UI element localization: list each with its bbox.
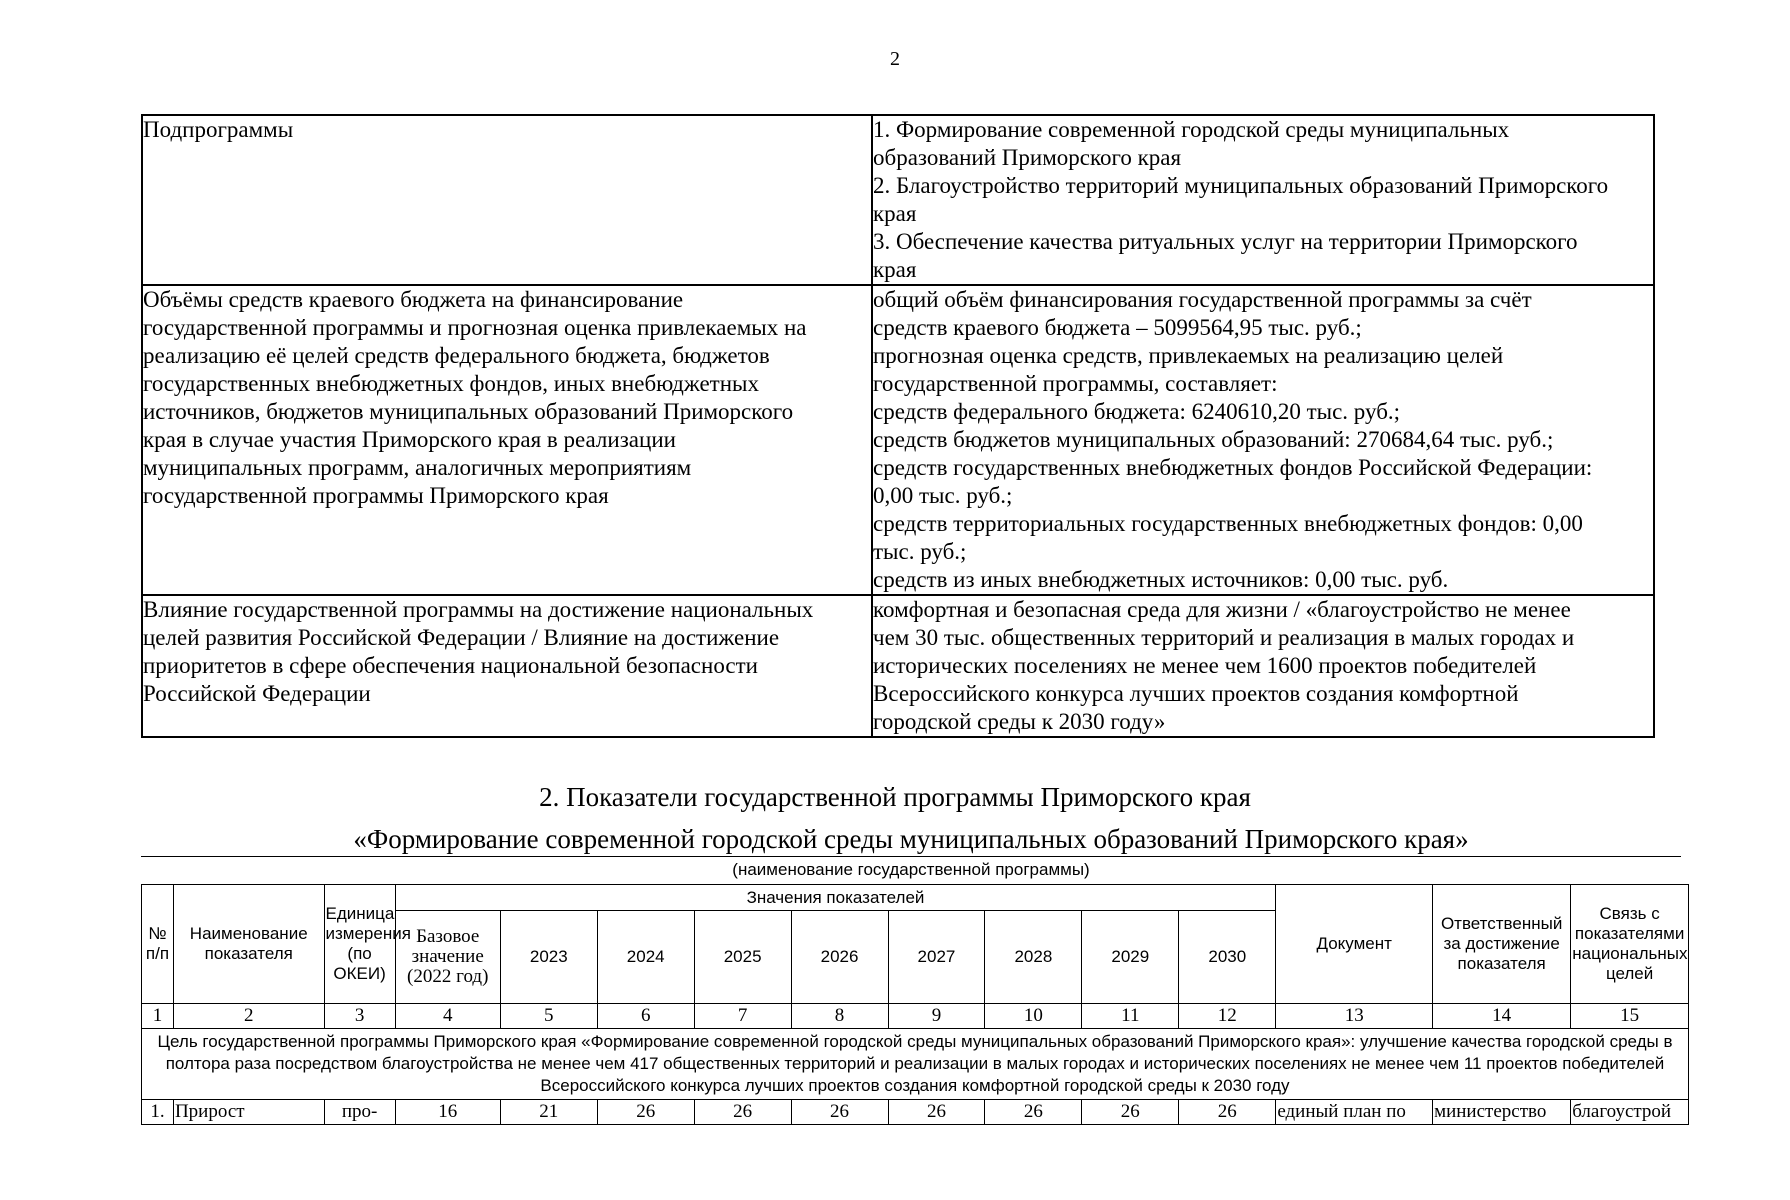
indicators-table bbox=[141, 884, 1689, 1125]
header-document: Документ bbox=[1276, 885, 1433, 1004]
column-numbers-row bbox=[142, 1004, 1689, 1029]
column-number: 10 bbox=[985, 1004, 1082, 1029]
passport-row-subprograms bbox=[142, 115, 1654, 285]
passport-value-line: средств территориальных государственных внебюджетных фондов: 0,00 bbox=[873, 511, 1583, 536]
column-number: 7 bbox=[694, 1004, 791, 1029]
column-number: 8 bbox=[791, 1004, 888, 1029]
column-number: 2 bbox=[173, 1004, 324, 1029]
header-base: Базовое значение (2022 год) bbox=[395, 911, 500, 1004]
column-number: 12 bbox=[1179, 1004, 1276, 1029]
passport-label-line: государственных внебюджетных фондов, иных внебюджетных bbox=[143, 371, 759, 396]
header-year: 2029 bbox=[1082, 911, 1179, 1004]
passport-value-line: края bbox=[873, 201, 917, 226]
row-unit: про- bbox=[324, 1100, 395, 1125]
passport-label-line: государственной программы Приморского края bbox=[143, 483, 609, 508]
row-responsible: министерство bbox=[1433, 1100, 1571, 1125]
header-responsible: Ответственный за достижение показателя bbox=[1433, 885, 1571, 1004]
passport-value-cell bbox=[872, 595, 1654, 737]
row-year-value: 26 bbox=[888, 1100, 985, 1125]
row-year-value: 26 bbox=[694, 1100, 791, 1125]
row-year-value: 26 bbox=[1179, 1100, 1276, 1125]
passport-label-line: Подпрограммы bbox=[143, 117, 294, 142]
passport-label-cell bbox=[142, 285, 872, 595]
program-name-caption: (наименование государственной программы) bbox=[732, 860, 1090, 879]
column-number: 1 bbox=[142, 1004, 174, 1029]
passport-value-line: средств из иных внебюджетных источников: 0,00 тыс. руб. bbox=[873, 567, 1449, 592]
header-year: 2025 bbox=[694, 911, 791, 1004]
header-unit: Единица измерения (по ОКЕИ) bbox=[324, 885, 395, 1004]
header-num: № п/п bbox=[142, 885, 174, 1004]
passport-label-line: Российской Федерации bbox=[143, 681, 371, 706]
row-year-value: 26 bbox=[791, 1100, 888, 1125]
column-number: 4 bbox=[395, 1004, 500, 1029]
passport-value-line: 2. Благоустройство территорий муниципальных образований Приморского bbox=[873, 173, 1609, 198]
passport-value-line: 3. Обеспечение качества ритуальных услуг на территории Приморского bbox=[873, 229, 1578, 254]
row-year-value: 26 bbox=[1082, 1100, 1179, 1125]
passport-value-line: края bbox=[873, 257, 917, 282]
table-row bbox=[142, 1100, 1689, 1125]
passport-row-funding bbox=[142, 285, 1654, 595]
passport-value-line: образований Приморского края bbox=[873, 145, 1182, 170]
passport-row-national-goals bbox=[142, 595, 1654, 737]
passport-label-cell bbox=[142, 595, 872, 737]
passport-label-line: государственной программы и прогнозная оценка привлекаемых на bbox=[143, 315, 807, 340]
passport-value-line: Всероссийского конкурса лучших проектов создания комфортной bbox=[873, 681, 1519, 706]
passport-value-line: средств краевого бюджета – 5099564,95 тыс. руб.; bbox=[873, 315, 1362, 340]
passport-value-cell bbox=[872, 285, 1654, 595]
row-year-value: 21 bbox=[500, 1100, 597, 1125]
row-num: 1. bbox=[142, 1100, 174, 1125]
header-year: 2023 bbox=[500, 911, 597, 1004]
program-goal-text: Цель государственной программы Приморского края «Формирование современной городской среды муниципальных образований Приморского края»: улучшение качества городской среды в полтора раза посредством благоустройства не менее чем 417 общественных территорий и реализации в малых городах и исторических поселениях не менее чем 11 проектов победителей Всероссийского конкурса лучших проектов создания комфортной городской среды к 2030 году bbox=[142, 1029, 1689, 1100]
row-indicator-name: Прирост bbox=[173, 1100, 324, 1125]
passport-value-line: чем 30 тыс. общественных территорий и реализация в малых городах и bbox=[873, 625, 1575, 650]
passport-label-line: муниципальных программ, аналогичных мероприятиям bbox=[143, 455, 692, 480]
section-title: 2. Показатели государственной программы Приморского края bbox=[539, 782, 1251, 812]
passport-value-line: общий объём финансирования государственной программы за счёт bbox=[873, 287, 1532, 312]
goal-row bbox=[142, 1029, 1689, 1100]
header-link: Связь с показателями национальных целей bbox=[1571, 885, 1689, 1004]
passport-value-line: городской среды к 2030 году» bbox=[873, 709, 1166, 734]
row-year-value: 26 bbox=[985, 1100, 1082, 1125]
passport-value-line: тыс. руб.; bbox=[873, 539, 967, 564]
header-year: 2030 bbox=[1179, 911, 1276, 1004]
passport-value-line: средств государственных внебюджетных фондов Российской Федерации: bbox=[873, 455, 1593, 480]
header-values-group: Значения показателей bbox=[395, 885, 1276, 911]
column-number: 3 bbox=[324, 1004, 395, 1029]
row-year-value: 26 bbox=[597, 1100, 694, 1125]
passport-value-line: комфортная и безопасная среда для жизни / «благоустройство не менее bbox=[873, 597, 1571, 622]
passport-label-line: края в случае участия Приморского края в реализации bbox=[143, 427, 676, 452]
column-number: 11 bbox=[1082, 1004, 1179, 1029]
passport-value-line: средств бюджетов муниципальных образований: 270684,64 тыс. руб.; bbox=[873, 427, 1554, 452]
header-year: 2026 bbox=[791, 911, 888, 1004]
passport-label-line: Влияние государственной программы на достижение национальных bbox=[143, 597, 814, 622]
row-base-value: 16 bbox=[395, 1100, 500, 1125]
passport-label-line: Объёмы средств краевого бюджета на финансирование bbox=[143, 287, 684, 312]
program-passport-table bbox=[141, 114, 1655, 738]
passport-value-line: прогнозная оценка средств, привлекаемых на реализацию целей bbox=[873, 343, 1504, 368]
column-number: 15 bbox=[1571, 1004, 1689, 1029]
passport-value-line: средств федерального бюджета: 6240610,20 тыс. руб.; bbox=[873, 399, 1401, 424]
column-number: 13 bbox=[1276, 1004, 1433, 1029]
passport-label-cell bbox=[142, 115, 872, 285]
header-year: 2027 bbox=[888, 911, 985, 1004]
passport-value-line: 1. Формирование современной городской среды муниципальных bbox=[873, 117, 1510, 142]
column-number: 14 bbox=[1433, 1004, 1571, 1029]
column-number: 9 bbox=[888, 1004, 985, 1029]
header-year: 2024 bbox=[597, 911, 694, 1004]
passport-label-line: целей развития Российской Федерации / Влияние на достижение bbox=[143, 625, 780, 650]
program-name: «Формирование современной городской среды муниципальных образований Приморского края» bbox=[141, 822, 1681, 857]
header-name: Наименование показателя bbox=[173, 885, 324, 1004]
indicators-header-row bbox=[142, 885, 1689, 911]
passport-value-line: государственной программы, составляет: bbox=[873, 371, 1278, 396]
passport-label-line: реализацию её целей средств федерального бюджета, бюджетов bbox=[143, 343, 770, 368]
column-number: 5 bbox=[500, 1004, 597, 1029]
passport-value-line: исторических поселениях не менее чем 1600 проектов победителей bbox=[873, 653, 1537, 678]
passport-label-line: источников, бюджетов муниципальных образований Приморского bbox=[143, 399, 794, 424]
row-document: единый план по bbox=[1276, 1100, 1433, 1125]
column-number: 6 bbox=[597, 1004, 694, 1029]
page-number: 2 bbox=[890, 48, 900, 70]
passport-value-cell bbox=[872, 115, 1654, 285]
passport-value-line: 0,00 тыс. руб.; bbox=[873, 483, 1013, 508]
header-year: 2028 bbox=[985, 911, 1082, 1004]
passport-label-line: приоритетов в сфере обеспечения национальной безопасности bbox=[143, 653, 758, 678]
row-national-goal-link: благоустрой bbox=[1571, 1100, 1689, 1125]
